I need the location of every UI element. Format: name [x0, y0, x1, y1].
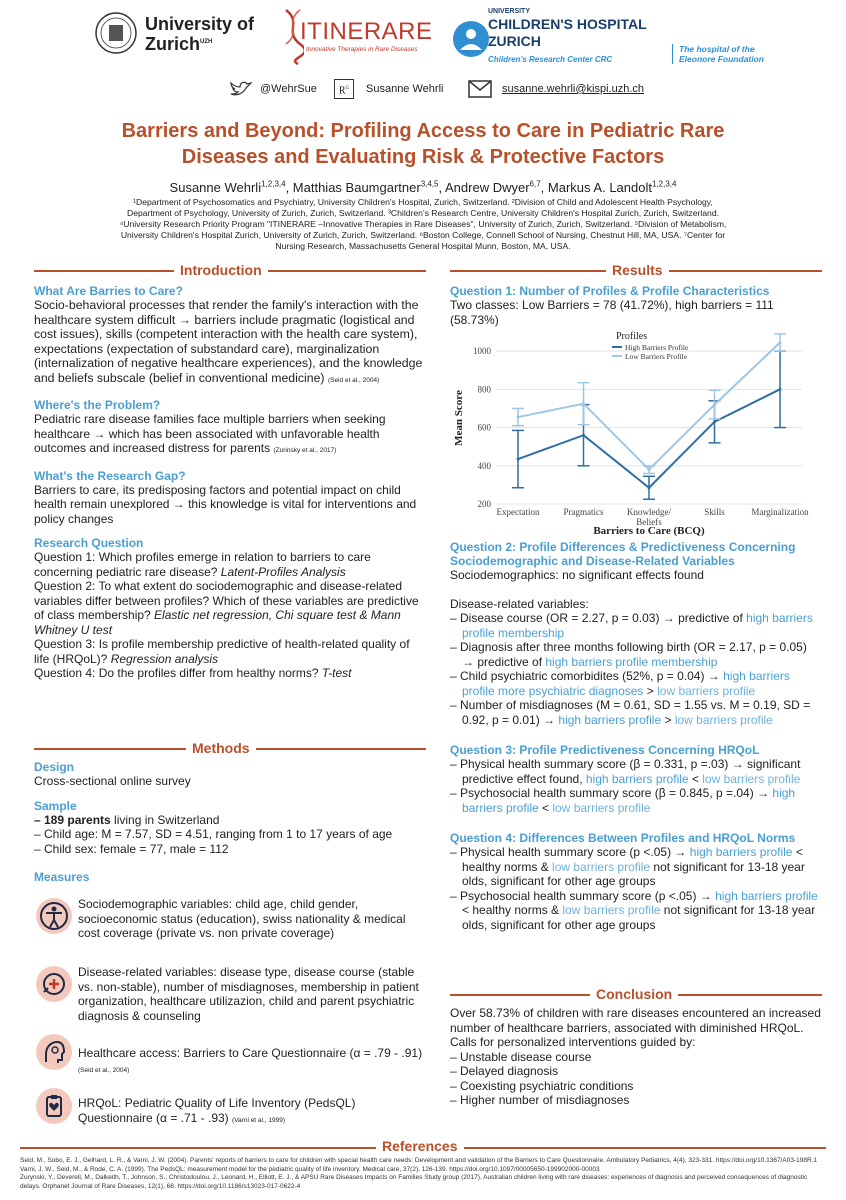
data-point	[713, 420, 716, 423]
kispi-line1: UNIVERSITY	[488, 8, 531, 15]
data-point	[582, 434, 585, 437]
uzh-line1: University of	[145, 14, 255, 34]
affiliation-line: Department of Psychology, University of Zurich, Zurich, Switzerland. ³Children's Research Centre, University Children's Hospital Zurich, Zurich, Switzerland.	[126, 208, 719, 218]
m3b: Barriers to Care Questionnaire (α = .79 - .91)	[183, 1046, 423, 1060]
reference-1: Seid, M., Sobo, E. J., Gelhard, L. R., & Varni, J. W. (2004). Parents' reports of barriers to care for children with special health care needs: Development and validation of the Barriers to Care Questionnaire. Ambulatory Pediatrics, 4(4), 323-331. https://doi.org/10.1367/A03-198R.1	[20, 1157, 818, 1164]
itinerare-tagline: Innovative Therapies in Rare Diseases	[306, 46, 418, 53]
q3-b1l: low barriers profile	[702, 771, 801, 786]
q3-b2: – Psychosocial health summary score (β = 0.845, p =.04) →	[450, 786, 773, 800]
q3-b2h: high barriers profile	[462, 786, 796, 815]
eleonore-line1: The hospital of the	[679, 44, 755, 54]
rq-4	[34, 666, 426, 681]
affiliation-line: University Children's Hospital Zurich, University of Zurich, Zurich, Switzerland. ⁶Boston College, Connell School of Nursing, Chestnut Hill, MA, USA. ⁷Center for	[120, 230, 726, 240]
intro-p2b: → which has been associated with unfavorable health outcomes and increased distress for parents	[34, 426, 380, 455]
uzh-seal-icon	[95, 12, 137, 54]
q2-disease-title: Disease-related variables:	[450, 596, 589, 611]
x-tick-label: Beliefs	[636, 517, 662, 527]
q4-b1e: not significant for 13-18 year olds, significant for other age groups	[462, 859, 805, 888]
eleonore-line2: Eleonore Foundation	[679, 54, 764, 64]
measure-hrqol	[78, 1096, 423, 1128]
design-title: Design	[34, 760, 75, 774]
clipboard-heart-icon	[36, 1088, 72, 1124]
m2a: Disease-related variables:	[78, 965, 221, 979]
affiliations	[30, 197, 816, 252]
measure-disease	[78, 965, 423, 1023]
x-axis-label: Barriers to Care (BCQ)	[593, 525, 705, 536]
m4b: Pediatric Quality of Life Inventory (PedsQL) Questionnaire (α = .71 - .93)	[78, 1096, 356, 1125]
conclusion-section	[450, 986, 822, 1108]
email-icon[interactable]	[468, 80, 492, 98]
q3-b2m: <	[538, 800, 553, 815]
data-point	[517, 416, 520, 419]
authors	[40, 180, 806, 195]
legend-label: High Barriers Profile	[625, 343, 689, 352]
affiliation-line: ⁴University Research Priority Program "ITINERARE –Innovative Therapies in Rare Diseases", University of Zurich, Zurich, Switzerland. ⁵Division of Metabolism,	[119, 219, 727, 229]
uzh-sup: UZH	[200, 39, 213, 45]
author-1-name: Susanne Wehrli	[169, 180, 262, 196]
affiliation-line: Nursing Research, Massachusetts General Hospital Munn, Boston, MA, USA.	[275, 241, 571, 251]
y-tick-label: 800	[477, 384, 491, 395]
q2-b4m: >	[661, 712, 675, 727]
q3-b1h: high barriers profile	[585, 771, 689, 786]
author-3-sup: 6,7	[529, 180, 541, 189]
q2-socio-a: Sociodemographics	[450, 568, 556, 582]
author-1-sup: 1,2,3,4	[261, 180, 286, 189]
rg-sup: G	[345, 86, 350, 91]
introduction-section	[34, 262, 426, 681]
data-point	[648, 486, 651, 489]
conclusion-item: – Unstable disease course	[450, 1049, 592, 1064]
intro-p3: Barriers to care, its predisposing factors and potential impact on child health remain unexplored → this knowledge is vital for interventions and policy changes	[34, 482, 417, 526]
author-2-name: Matthias Baumgartner	[292, 180, 421, 196]
kispi-line4: Children's Research Center CRC	[488, 55, 613, 64]
data-point	[582, 402, 585, 405]
q2-b3h: high barriers profile more psychiatric diagnoses	[462, 669, 790, 698]
author-4	[548, 180, 677, 195]
contact-row	[230, 78, 670, 102]
legend-title: Profiles	[616, 331, 648, 342]
q3-title: Question 3: Profile Predictiveness Concerning HRQoL	[450, 743, 760, 757]
data-point	[648, 468, 651, 471]
m3a: Healthcare access:	[78, 1046, 184, 1060]
intro-p1a: Socio-behavioral processes that render the family's interaction with the healthcare system difficult	[34, 298, 419, 327]
q4-bullet-2	[450, 889, 822, 933]
title-line1: Barriers and Beyond: Profiling Access to Care in Pediatric Rare	[121, 120, 725, 142]
q4-b1h: high barriers profile	[689, 845, 793, 859]
q3-bullet-2	[450, 786, 822, 815]
intro-cite2: (Zurinsky et al., 2017)	[273, 447, 337, 454]
legend-label: Low Barriers Profile	[625, 352, 688, 361]
q4-bullet-1	[450, 845, 822, 889]
q1-text: Two classes: Low Barriers = 78 (41.72%), high barriers = 111 (58.73%)	[450, 298, 774, 327]
conclusion-item: – Delayed diagnosis	[450, 1064, 559, 1078]
rq3b: Regression analysis	[110, 651, 219, 666]
y-tick-label: 200	[477, 499, 491, 509]
references-section	[20, 1138, 826, 1191]
data-point	[779, 388, 782, 391]
sample-1	[34, 813, 426, 828]
results-section	[450, 262, 822, 327]
intro-p1b: → barriers include pragmatic (logistical and cost issues), skills (competent interaction with the health care system), expectations (expectation of substandard care), marginalization (internalization of negative healthcare experiences), and the knowledge and beliefs subscale (belief in conventional medicine)	[34, 312, 423, 385]
m1a: Sociodemographic variables:	[78, 897, 236, 911]
intro-p2a: Pediatric rare disease families face multiple barriers when seeking healthcare	[34, 412, 386, 441]
itinerare-name: ITINERARE	[300, 18, 433, 45]
x-tick-label: Marginalization	[751, 507, 809, 517]
intro-p2	[34, 412, 426, 459]
rq-3	[34, 637, 426, 666]
m4c: (Varni et al., 1999)	[232, 1116, 286, 1124]
accessibility-icon	[36, 898, 72, 934]
author-2: Matthias Baumgartner$^{3,4,5}$,	[292, 180, 446, 196]
rq4a: Question 4: Do the profiles differ from healthy norms?	[34, 666, 322, 680]
q4-title: Question 4: Differences Between Profiles and HRQoL Norms	[450, 831, 796, 845]
measures-title: Measures	[34, 870, 90, 884]
m1b: child age, child gender, socioeconomic status (education), swiss nationality & medical cost coverage (private vs. non private coverage)	[78, 897, 406, 940]
intro-title: Introduction	[174, 262, 268, 278]
q4-b2l: low barriers profile	[562, 903, 661, 917]
references-title: References	[376, 1138, 464, 1154]
q2-b4l: low barriers profile	[674, 712, 773, 727]
itinerare-logo	[282, 8, 452, 68]
x-tick-label: Knowledge/	[627, 507, 671, 517]
q3-b1: – Physical health summary score (β = 0.331, p =.03) → significant predictive effect found,	[450, 757, 801, 786]
email-link[interactable]: susanne.wehrli@kispi.uzh.ch	[502, 83, 645, 95]
m3c: (Seid et al., 2004)	[78, 1066, 130, 1074]
rq4b: T-test	[321, 666, 352, 680]
author-1: Susanne Wehrli$^{1,2,3,4}$,	[169, 180, 293, 196]
results-title: Results	[606, 262, 669, 278]
y-tick-label: 1000	[473, 346, 491, 357]
rq1b: Latent-Profiles Analysis	[220, 564, 346, 579]
series-line-2	[518, 343, 780, 470]
q2-title: Question 2: Profile Differences & Predictiveness Concerning Sociodemographic and Disease-Related Variables	[450, 540, 796, 568]
q2-b2: – Diagnosis after three months following birth (OR = 2.17, p = 0.05) → predictive of	[450, 640, 807, 669]
design-text: Cross-sectional online survey	[34, 774, 191, 788]
conclusion-title: Conclusion	[590, 986, 678, 1002]
q3-b2l: low barriers profile	[552, 800, 651, 815]
q2-bullet-3	[450, 669, 822, 698]
x-tick-label: Pragmatics	[563, 507, 604, 517]
q2-b3l: low barriers profile	[657, 683, 756, 698]
rq1a: Question 1: Which profiles emerge in relation to barriers to care concerning pediatric rare disease?	[34, 550, 371, 579]
q2-b4h: high barriers profile	[558, 712, 662, 727]
y-tick-label: 600	[477, 422, 491, 433]
sample-2: – Child age: M = 7.57, SD = 4.51, ranging from 1 to 17 years of age	[34, 827, 393, 841]
reference-2: Varni, J. W., Seid, M., & Rode, C. A. (1999). The PedsQL: measurement model for the pediatric quality of life inventory. Medical care, 37(2), 126-139. https://doi.org/10.1097/00005650-199902000-00003	[20, 1165, 600, 1173]
sample-3: – Child sex: female = 77, male = 112	[34, 841, 229, 856]
q4-b2e: not significant for 13-18 year olds, significant for other age groups	[462, 903, 816, 932]
researchgate-icon[interactable]	[334, 79, 354, 99]
y-tick-label: 400	[477, 460, 491, 471]
research-question-title: Research Question	[34, 536, 144, 550]
x-tick-label: Expectation	[496, 507, 540, 517]
q2-socio-b: : no significant effects found	[555, 568, 704, 582]
intro-p1	[34, 298, 426, 388]
head-idea-icon	[36, 1034, 72, 1070]
kispi-line3: ZURICH	[488, 33, 541, 49]
affiliation-line: ¹Department of Psychosomatics and Psychiatry, University Children's Hospital, Zurich, Switzerland. ²Division of Child and Adolescent Health Psychology,	[133, 197, 713, 207]
intro-q2: Where's the Problem?	[34, 398, 161, 412]
q2-b2h: high barriers profile membership	[545, 654, 718, 669]
conclusion-item: – Coexisting psychiatric conditions	[450, 1078, 634, 1093]
author-name-contact: Susanne Wehrli	[366, 83, 444, 95]
x-tick-label: Skills	[704, 507, 725, 517]
sample-1a: – 189 parents	[34, 812, 111, 827]
results-continued	[450, 540, 822, 932]
q4-b1: – Physical health summary score (p <.05) →	[450, 845, 690, 859]
q2-b1h: high barriers profile membership	[462, 611, 813, 640]
author-2-sup: 3,4,5	[420, 180, 439, 189]
methods-title: Methods	[186, 740, 256, 756]
q4-b2h: high barriers profile	[715, 888, 818, 903]
rq2a: Question 2: To what extent do sociodemographic and disease-related variables differ between profiles? Which of these variables are predictive of class membership?	[34, 579, 419, 622]
author-4-sup: 1,2,3,4	[651, 180, 677, 189]
eleonore-text	[672, 44, 799, 64]
q2-b4: – Number of misdiagnoses (M = 0.61, SD = 1.55 vs. M = 0.19, SD = 0.92, p = 0.01) →	[450, 698, 811, 727]
measure-socio	[78, 897, 423, 941]
author-3-name: Andrew Dwyer	[445, 180, 530, 196]
q4-b2: – Psychosocial health summary score (p <.05) →	[450, 888, 716, 903]
q2-bullet-2	[450, 640, 822, 669]
kispi-line2: CHILDREN'S HOSPITAL	[488, 16, 647, 32]
intro-cite1: (Seid et al., 2004)	[327, 376, 380, 384]
twitter-icon[interactable]	[230, 80, 252, 98]
q4-b1l: low barriers profile	[552, 859, 651, 874]
q2-b1: – Disease course (OR = 2.27, p = 0.03) → predictive of	[450, 611, 747, 625]
conclusion-item: – Higher number of misdiagnoses	[450, 1093, 630, 1107]
title-line2: Diseases and Evaluating Risk & Protective Factors	[181, 146, 665, 168]
methods-section	[34, 740, 426, 884]
uzh-logo	[95, 12, 275, 62]
q2-b3m: >	[643, 683, 658, 698]
q3-b1m: <	[688, 771, 703, 786]
q2-bullet-1	[450, 611, 822, 640]
twitter-handle[interactable]: @WehrSue	[260, 83, 317, 95]
data-point	[517, 458, 520, 461]
poster-title	[60, 118, 786, 170]
measure-healthcare	[78, 1046, 423, 1078]
rq-1	[34, 550, 426, 579]
q4-b2m: < healthy norms &	[462, 903, 563, 917]
sample-title: Sample	[34, 798, 77, 813]
intro-q1: What Are Barries to Care?	[34, 284, 183, 298]
rg-letter: R	[338, 85, 346, 97]
y-axis-label: Mean Score	[453, 390, 465, 446]
author-4-name: Markus A. Landolt	[547, 180, 652, 196]
m4a: HRQoL:	[78, 1096, 125, 1110]
author-3: Andrew Dwyer$^{6,7}$,	[445, 180, 548, 196]
conclusion-text: Over 58.73% of children with rare diseases encountered an increased number of healthcare barriers, associated with diminished HRQoL. Calls for personalized interventions guided by:	[450, 1006, 821, 1049]
data-point	[713, 403, 716, 406]
reference-3: Zurynski, Y., Deverell, M., Dalkeith, T., Johnson, S., Christodoulou, J., Leonard, H., Elliott, E. J., & APSU Rare Diseases Impacts on Families Study group (2017). Australian children living with rare diseases: experiences of diagnosis and perceived consequences of diagnostic delays. Orphanet Journal of Rare Diseases, 12(1), 68. https://doi.org/10.1186/s13023-017-0622-4	[20, 1174, 808, 1190]
q3-bullet-1	[450, 757, 822, 786]
q4-b1m: < healthy norms &	[462, 845, 803, 874]
data-point	[779, 341, 782, 344]
q2-b3: – Child psychiatric comorbidites (52%, p = 0.04) →	[450, 669, 724, 683]
rq3a: Question 3: Is profile membership predictive of health-related quality of life (HRQoL)?	[34, 637, 410, 666]
rq-2	[34, 579, 426, 637]
uzh-line2: Zurich	[145, 34, 201, 54]
kispi-icon	[452, 20, 490, 58]
q2-socio	[450, 568, 822, 583]
sample-1b: living in Switzerland	[110, 812, 220, 827]
medical-kit-icon	[36, 966, 72, 1002]
intro-q3: What's the Research Gap?	[34, 468, 186, 483]
q2-bullet-4	[450, 698, 822, 727]
barriers-line-chart	[450, 324, 822, 536]
kispi-logo	[452, 8, 652, 68]
m2b: disease type, disease course (stable vs. non-stable), number of misdiagnoses, membership in patient organization, healthcare utilizazion, child and parent psychiatric diagnosis & counseling	[78, 965, 419, 1023]
rq2b: Elastic net regression, Chi square test & Mann Whitney U test	[34, 608, 401, 637]
q1-title: Question 1: Number of Profiles & Profile Characteristics	[450, 284, 770, 298]
